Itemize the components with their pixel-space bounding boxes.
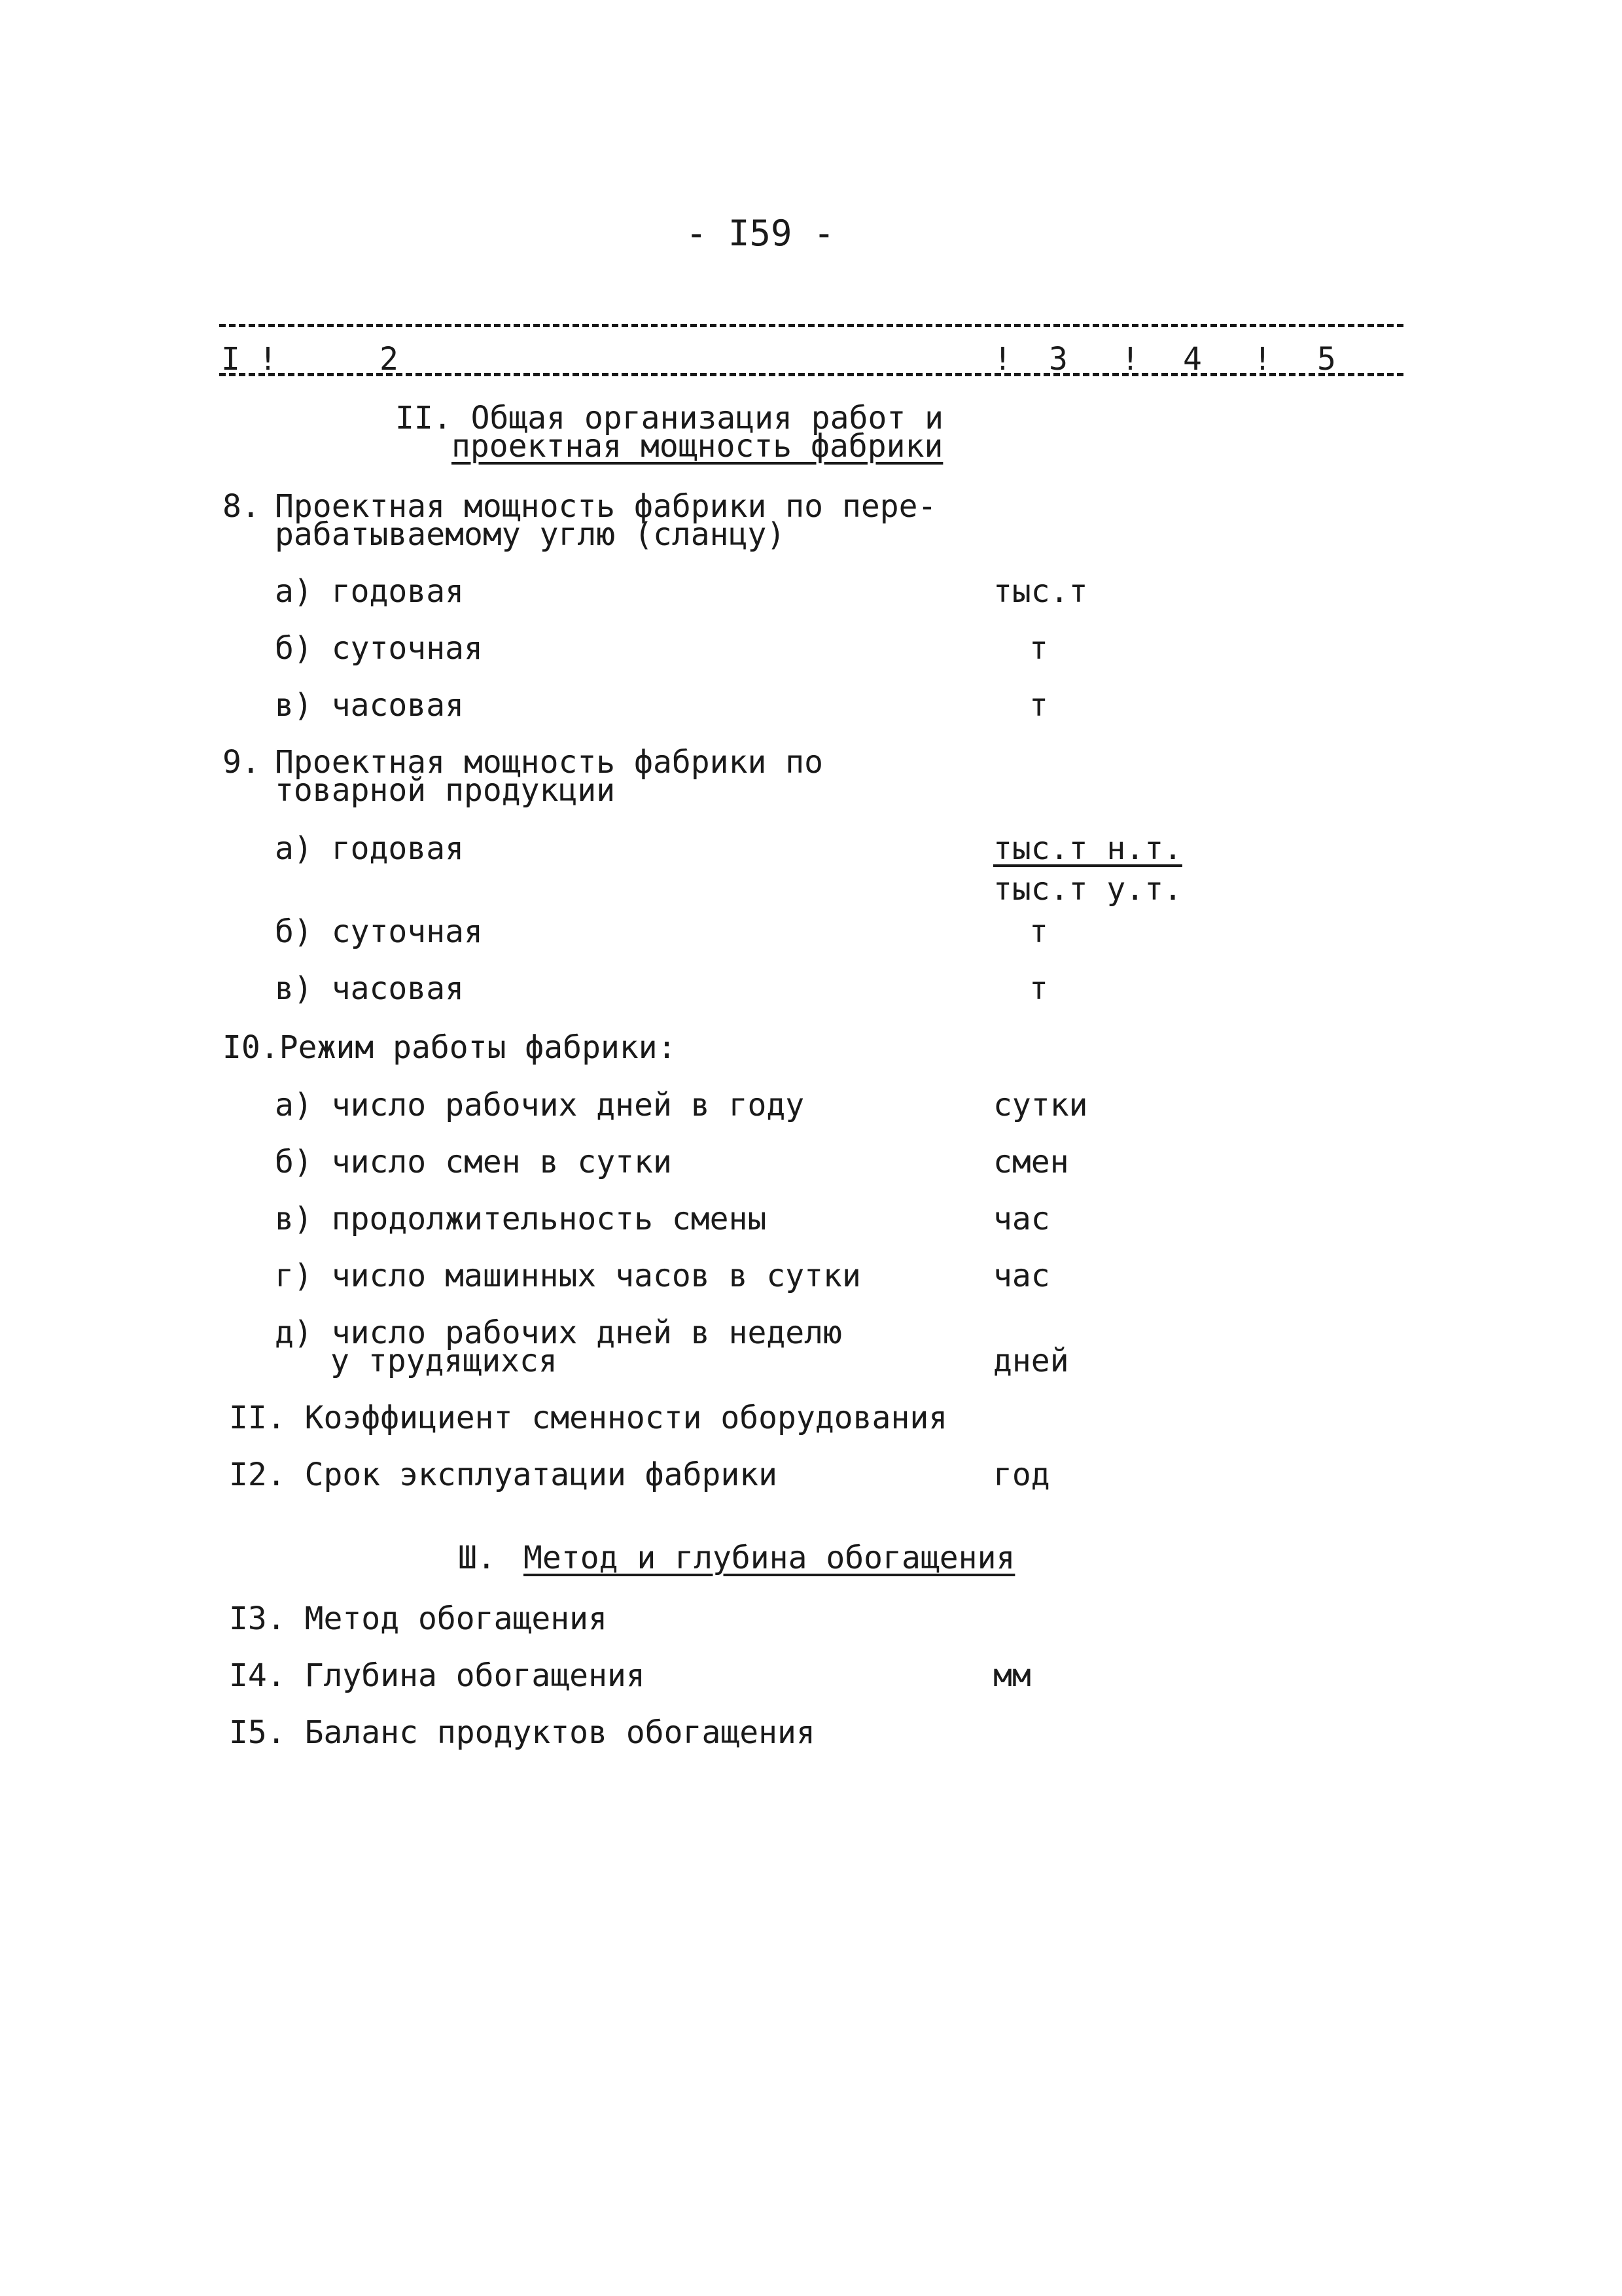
item-10d-label: г) число машинных часов в сутки [275, 1258, 861, 1294]
item-8-number: 8. [222, 488, 260, 525]
item-11-text: II. Коэффициент сменности оборудования [229, 1400, 948, 1436]
item-10e-label-line2: у трудящихся [330, 1343, 557, 1379]
item-10c-unit: час [993, 1201, 1050, 1237]
item-8c-label: в) часовая [275, 687, 464, 724]
section-2-heading-line2: проектная мощность фабрики [451, 428, 943, 465]
col-separator: ! [1121, 341, 1140, 378]
col-separator: ! [258, 341, 277, 378]
item-13-text: I3. Метод обогащения [229, 1600, 607, 1637]
item-8a-unit: тыс.т [993, 573, 1088, 610]
item-8b-label: б) суточная [275, 630, 483, 667]
item-14-text: I4. Глубина обогащения [229, 1657, 645, 1694]
item-10d-unit: час [993, 1258, 1050, 1294]
item-10-title: I0.Режим работы фабрики: [222, 1029, 677, 1066]
col-3-label: 3 [1049, 341, 1068, 378]
col-4-label: 4 [1183, 341, 1202, 378]
item-9a-label: а) годовая [275, 830, 464, 867]
item-9-title-line1: Проектная мощность фабрики по [275, 744, 824, 781]
item-9-number: 9. [222, 744, 260, 781]
item-9a-unit-2: тыс.т у.т. [993, 871, 1182, 908]
item-14-unit: мм [993, 1657, 1031, 1694]
item-9-title-line2: товарной продукции [275, 772, 616, 809]
col-separator: ! [1253, 341, 1272, 378]
section-2-heading-line1: II. Общая организация работ и [395, 400, 944, 436]
item-10b-label: б) число смен в сутки [275, 1144, 672, 1180]
section-3-prefix: Ш. [458, 1540, 496, 1576]
item-10a-unit: сутки [993, 1087, 1088, 1123]
item-8b-unit: т [1029, 630, 1048, 667]
item-8c-unit: т [1029, 687, 1048, 724]
item-12-text: I2. Срок эксплуатации фабрики [229, 1457, 778, 1493]
item-8-title-line2: рабатываемому углю (сланцу) [275, 516, 786, 553]
item-9c-label: в) часовая [275, 970, 464, 1007]
col-2-label: 2 [379, 341, 398, 378]
col-separator: ! [993, 341, 1012, 378]
header-bottom-rule [219, 373, 1403, 376]
item-8-title-line1: Проектная мощность фабрики по пере- [275, 488, 937, 525]
item-9b-unit: т [1029, 913, 1048, 950]
item-10e-unit: дней [993, 1343, 1069, 1379]
item-15-text: I5. Баланс продуктов обогащения [229, 1714, 815, 1751]
item-9c-unit: т [1029, 970, 1048, 1007]
item-12-unit: год [993, 1457, 1050, 1493]
header-top-rule [219, 324, 1403, 327]
item-9a-unit: тыс.т н.т. [993, 830, 1182, 867]
col-1-label: I [221, 341, 240, 378]
item-10a-label: а) число рабочих дней в году [275, 1087, 805, 1123]
section-3-heading: Метод и глубина обогащения [523, 1540, 1015, 1576]
page-number: - I59 - [686, 213, 835, 254]
item-9b-label: б) суточная [275, 913, 483, 950]
col-5-label: 5 [1317, 341, 1336, 378]
item-10e-label: д) число рабочих дней в неделю [275, 1315, 842, 1351]
item-10c-label: в) продолжительность смены [275, 1201, 767, 1237]
item-8a-label: а) годовая [275, 573, 464, 610]
item-10b-unit: смен [993, 1144, 1069, 1180]
